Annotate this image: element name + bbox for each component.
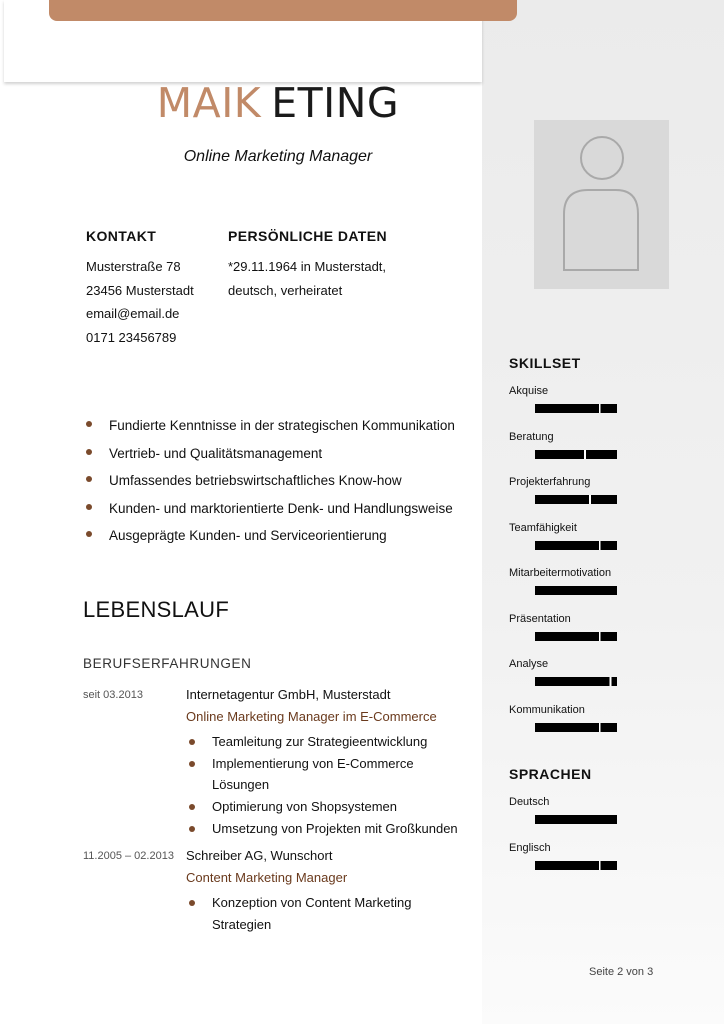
bullet-icon (189, 900, 195, 906)
job-tasks (189, 731, 469, 840)
skill-level-bar (535, 586, 617, 595)
job-period: 11.2005 – 02.2013 (83, 850, 174, 862)
skill-label: Teamfähigkeit (509, 521, 577, 534)
language-row (509, 796, 709, 836)
skill-level-bar (535, 495, 617, 504)
skill-level-bar (535, 541, 617, 550)
job-company: Schreiber AG, Wunschort (186, 848, 333, 863)
bullet-icon (189, 826, 195, 832)
skill-row (509, 658, 709, 698)
highlight-text: Vertrieb- und Qualitätsmanagement (109, 445, 323, 461)
skill-level-bar (535, 632, 617, 641)
language-label: Deutsch (509, 796, 550, 808)
last-name: ETING (271, 79, 400, 127)
skill-row (509, 431, 709, 471)
list-item (86, 440, 476, 468)
personal-birth: *29.11.1964 in Musterstadt, (228, 259, 387, 274)
skill-label: Kommunikation (509, 703, 585, 716)
language-level-bar (535, 815, 617, 824)
skill-row (509, 704, 709, 744)
skill-level-bar (535, 450, 617, 459)
job-role: Content Marketing Manager (186, 870, 348, 885)
skill-label: Mitarbeitermotivation (509, 567, 612, 579)
profile-photo-placeholder (534, 120, 669, 289)
accent-band (49, 0, 517, 21)
list-item (86, 412, 476, 440)
highlight-text: Fundierte Kenntnisse in der strategischen Kommunikation (109, 418, 455, 433)
list-item (86, 467, 476, 495)
list-item (189, 818, 469, 840)
skill-label: Analyse (509, 658, 549, 670)
highlight-text: Umfassendes betriebswirtschaftliches Know-how (109, 473, 402, 488)
job-title: Online Marketing Manager (183, 148, 373, 165)
task-text: Optimierung von Shopsystemen (212, 799, 397, 815)
bullet-icon (86, 476, 92, 482)
bullet-icon (86, 421, 92, 427)
personal-heading: PERSÖNLICHE DATEN (228, 228, 387, 244)
highlight-text: Kunden- und marktorientierte Denk- und Handlungsweise (109, 500, 453, 516)
bullet-icon (86, 449, 92, 455)
bullet-icon (86, 504, 92, 510)
skill-row (509, 385, 709, 425)
language-level-bar (535, 861, 617, 870)
job-tasks (189, 892, 469, 935)
contact-city: 23456 Musterstadt (86, 283, 194, 298)
job-company: Internetagentur GmbH, Musterstadt (186, 687, 391, 702)
list-item (189, 753, 469, 796)
skill-label: Präsentation (509, 612, 571, 625)
task-text: Konzeption von Content Marketing Strategien (212, 895, 412, 932)
personal-status: deutsch, verheiratet (228, 283, 343, 298)
job-period: seit 03.2013 (83, 689, 143, 701)
list-item (189, 731, 469, 753)
skill-row (509, 522, 709, 562)
skill-label: Projekterfahrung (509, 476, 591, 488)
skills-heading: SKILLSET (509, 355, 581, 371)
skill-row (509, 567, 709, 607)
person-placeholder-icon (534, 120, 669, 289)
task-text: Teamleitung zur Strategieentwicklung (212, 734, 428, 749)
skill-label: Beratung (509, 430, 554, 443)
list-item (189, 892, 469, 935)
job-role: Online Marketing Manager im E-Commerce (186, 709, 437, 724)
list-item (86, 495, 476, 523)
cv-subtitle: BERUFSERFAHRUNGEN (83, 656, 252, 671)
bullet-icon (189, 804, 195, 810)
cv-title: LEBENSLAUF (83, 597, 230, 622)
skill-row (509, 613, 709, 653)
languages-heading: SPRACHEN (509, 766, 592, 782)
language-row (509, 842, 709, 882)
highlights-list (86, 412, 476, 550)
bullet-icon (189, 739, 195, 745)
list-item (189, 796, 469, 818)
skill-label: Akquise (509, 385, 549, 397)
task-text: Implementierung von E-Commerce Lösungen (212, 755, 414, 793)
contact-heading: KONTAKT (86, 228, 157, 244)
contact-email[interactable]: email@email.de (86, 306, 180, 321)
skill-level-bar (535, 723, 617, 732)
language-label: Englisch (509, 841, 551, 854)
bullet-icon (86, 531, 92, 537)
bullet-icon (189, 761, 195, 767)
skill-level-bar (535, 404, 617, 413)
task-text: Umsetzung von Projekten mit Großkunden (212, 820, 458, 836)
person-name (0, 80, 556, 126)
contact-street: Musterstraße 78 (86, 259, 181, 274)
first-name: MAIK (156, 79, 262, 127)
highlight-text: Ausgeprägte Kunden- und Serviceorientierung (109, 528, 387, 543)
skill-row (509, 476, 709, 516)
page-number: Seite 2 von 3 (589, 966, 654, 978)
list-item (86, 522, 476, 550)
skill-level-bar (535, 677, 617, 686)
contact-phone: 0171 23456789 (86, 330, 177, 345)
